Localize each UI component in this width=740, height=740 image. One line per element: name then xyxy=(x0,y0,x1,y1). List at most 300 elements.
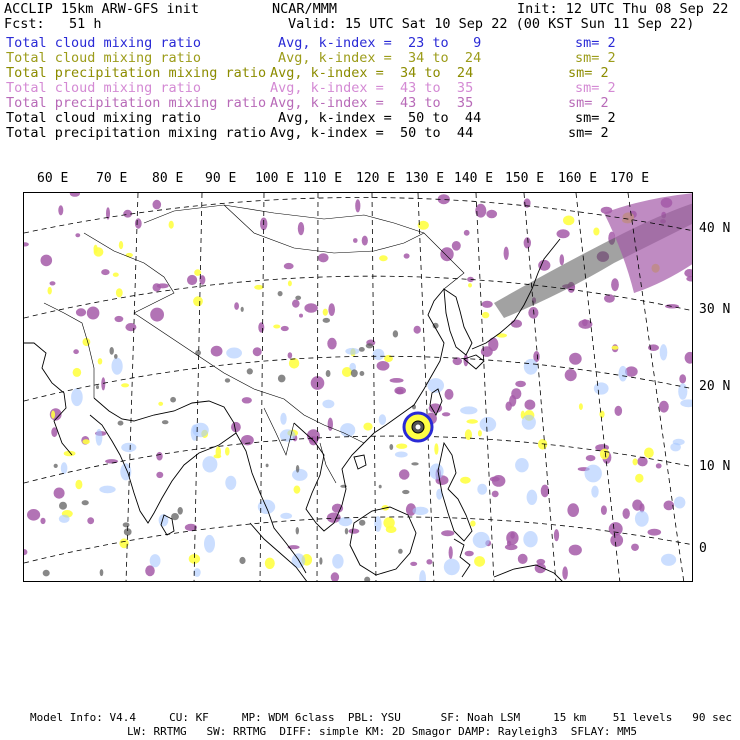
cloud-patch xyxy=(414,326,421,334)
legend-sm-1: sm= 2 xyxy=(575,35,616,51)
cloud-patch xyxy=(319,557,322,564)
cloud-patch xyxy=(296,527,299,534)
cloud-patch xyxy=(331,572,339,582)
cloud-patch xyxy=(83,338,91,346)
cloud-patch xyxy=(101,269,109,275)
cloud-patch xyxy=(362,236,368,246)
cloud-patch xyxy=(511,320,522,328)
cloud-patch xyxy=(94,245,98,254)
cloud-patch xyxy=(383,517,394,528)
cloud-patch xyxy=(482,301,493,308)
organization-label: NCAR/MMM xyxy=(272,1,338,17)
cloud-patch xyxy=(635,474,643,483)
cloud-patch xyxy=(118,421,124,426)
lat-label: 20 N xyxy=(699,379,731,394)
legend-name-5: Total precipitation mixing ratio xyxy=(6,95,267,111)
model-title: ACCLIP 15km ARW-GFS init xyxy=(4,1,200,17)
cloud-patch xyxy=(96,385,99,389)
cloud-patch xyxy=(169,221,174,229)
cloud-patch xyxy=(557,229,570,238)
legend-sm-4: sm= 2 xyxy=(575,80,616,96)
cloud-patch xyxy=(234,302,239,310)
model-info-line-2: LW: RRTMG SW: RRTMG DIFF: simple KM: 2D Smagor DAMP: Rayleigh3 SFLAY: MM5 xyxy=(127,725,637,738)
cloud-patch xyxy=(40,518,45,524)
cloud-patch xyxy=(525,400,536,410)
cloud-patch xyxy=(150,554,161,567)
cloud-patch xyxy=(665,304,679,308)
cloud-patch xyxy=(379,255,388,261)
cloud-patch xyxy=(349,529,360,534)
cloud-patch xyxy=(670,443,681,452)
cloud-patch xyxy=(445,389,454,400)
cloud-patch xyxy=(116,288,123,297)
cloud-patch xyxy=(460,477,471,484)
cloud-patch xyxy=(113,273,119,277)
cloud-patch xyxy=(101,377,105,390)
cloud-patch xyxy=(280,413,286,425)
cloud-patch xyxy=(399,469,410,479)
cloud-patch xyxy=(202,456,217,472)
cloud-patch xyxy=(661,554,676,566)
cloud-patch xyxy=(404,253,410,258)
cloud-patch xyxy=(211,346,223,357)
cloud-fields xyxy=(24,193,693,582)
cloud-patch xyxy=(59,502,67,510)
cloud-patch xyxy=(123,522,130,527)
cloud-patch xyxy=(524,359,538,375)
cloud-patch xyxy=(419,570,426,582)
valid-time: Valid: 15 UTC Sat 10 Sep 22 (00 KST Sun 11 Sep 22) xyxy=(288,16,695,32)
cloud-patch xyxy=(58,205,63,215)
lat-label: 30 N xyxy=(699,302,731,317)
cloud-patch xyxy=(241,435,254,445)
cloud-patch xyxy=(254,285,263,290)
cloud-patch xyxy=(323,309,328,316)
cloud-patch xyxy=(61,462,68,474)
cloud-patch xyxy=(59,515,70,523)
cloud-patch xyxy=(453,357,462,365)
cloud-patch xyxy=(465,551,474,557)
cloud-patch xyxy=(511,388,521,399)
legend-name-7: Total precipitation mixing ratio xyxy=(6,125,267,141)
cloud-patch xyxy=(359,520,365,526)
lat-label: 40 N xyxy=(699,221,731,236)
cloud-patch xyxy=(396,444,407,449)
cloud-patch xyxy=(289,358,299,369)
cloud-patch xyxy=(426,559,432,564)
lon-label: 120 E xyxy=(356,171,396,186)
lon-label: 110 E xyxy=(303,171,343,186)
cloud-patch xyxy=(225,476,236,490)
lat-label: 0 xyxy=(699,541,707,556)
cloud-patch xyxy=(486,210,497,219)
cloud-patch xyxy=(515,458,529,472)
cloud-patch xyxy=(51,411,55,419)
cloud-patch xyxy=(527,490,538,505)
cloud-patch xyxy=(488,338,498,352)
cloud-patch xyxy=(339,517,353,526)
cloud-patch xyxy=(470,521,475,527)
cloud-patch xyxy=(610,534,623,547)
cloud-patch xyxy=(318,253,329,262)
lon-label: 60 E xyxy=(37,171,69,186)
cloud-patch xyxy=(473,532,490,548)
forecast-hour: Fcst: 51 h xyxy=(4,16,102,32)
cloud-patch xyxy=(153,200,162,210)
cloud-patch xyxy=(569,545,582,556)
cloud-patch xyxy=(110,347,114,355)
coastlines xyxy=(24,239,564,582)
coastline-hainan xyxy=(354,455,366,469)
legend-avg-4: Avg, k-index = 43 to 35 xyxy=(270,80,474,96)
cloud-patch xyxy=(377,361,390,371)
cloud-patch xyxy=(591,486,598,498)
cloud-patch xyxy=(121,443,136,452)
cloud-patch xyxy=(76,308,86,316)
cloud-patch xyxy=(265,558,275,569)
cloud-patch xyxy=(394,387,406,395)
cloud-patch xyxy=(125,323,136,331)
cloud-patch xyxy=(43,570,50,577)
cloud-patch xyxy=(135,218,142,228)
cloud-patch xyxy=(593,228,599,236)
cloud-patch xyxy=(327,338,336,350)
lon-label: 170 E xyxy=(610,171,650,186)
cloud-patch xyxy=(112,358,123,375)
cloud-patch xyxy=(239,557,245,564)
cloud-patch xyxy=(474,556,485,567)
cloud-patch xyxy=(460,406,477,414)
cloud-patch xyxy=(563,216,574,226)
cloud-patch xyxy=(524,237,531,248)
map-canvas xyxy=(24,193,693,582)
cloud-patch xyxy=(601,505,607,515)
cloud-patch xyxy=(684,269,693,277)
cloud-patch xyxy=(466,419,478,423)
cloud-patch xyxy=(345,348,359,355)
cloud-patch xyxy=(632,500,642,511)
cloud-patch xyxy=(656,463,662,468)
cloud-patch xyxy=(82,439,89,444)
cloud-patch xyxy=(659,401,669,413)
cloud-patch xyxy=(366,343,374,348)
lon-label: 160 E xyxy=(558,171,598,186)
cloud-patch xyxy=(390,378,404,383)
coastline-new-guinea xyxy=(494,565,564,582)
cloud-patch xyxy=(528,307,538,319)
cloud-patch xyxy=(115,316,124,322)
cloud-patch xyxy=(360,371,365,376)
cloud-patch xyxy=(162,420,169,424)
cloud-patch xyxy=(41,255,53,267)
cloud-patch xyxy=(619,366,628,382)
cloud-patch xyxy=(615,406,623,416)
lon-line xyxy=(476,193,494,582)
cloud-patch xyxy=(82,500,89,505)
legend-avg-6: Avg, k-index = 50 to 44 xyxy=(278,110,482,126)
cloud-patch xyxy=(193,296,203,306)
legend-avg-1: Avg, k-index = 23 to 9 xyxy=(278,35,482,51)
cloud-patch xyxy=(648,529,662,536)
cloud-patch xyxy=(611,278,619,291)
cloud-patch xyxy=(87,307,100,320)
cloud-patch xyxy=(328,418,333,431)
cloud-patch xyxy=(413,507,429,515)
cloud-patch xyxy=(266,464,269,468)
lon-label: 100 E xyxy=(255,171,295,186)
cloud-patch xyxy=(75,480,82,490)
cloud-patch xyxy=(105,459,118,463)
cloud-patch xyxy=(644,448,654,459)
cloud-patch xyxy=(71,388,83,406)
cloud-patch xyxy=(195,350,201,356)
cloud-patch xyxy=(623,508,630,519)
cloud-patch xyxy=(560,254,565,265)
cloud-patch xyxy=(449,546,453,559)
cloud-patch xyxy=(585,465,602,483)
cloud-patch xyxy=(292,469,308,481)
cloud-patch xyxy=(156,472,163,478)
lon-line xyxy=(524,193,556,582)
cloud-patch xyxy=(402,490,409,494)
cloud-patch xyxy=(464,230,470,236)
cloud-patch xyxy=(554,529,559,541)
cloud-patch xyxy=(296,465,299,473)
cloud-patch xyxy=(295,296,301,300)
cloud-patch xyxy=(609,522,623,536)
cloud-patch xyxy=(586,455,596,461)
cloud-patch xyxy=(332,504,343,513)
cloud-patch xyxy=(562,566,568,579)
cloud-patch xyxy=(685,352,693,364)
cloud-patch xyxy=(441,530,454,536)
cloud-patch xyxy=(242,397,252,403)
cloud-patch xyxy=(284,263,294,269)
cloud-patch xyxy=(288,352,293,358)
map-panel xyxy=(23,192,693,582)
cloud-patch xyxy=(332,554,343,569)
cloud-patch xyxy=(323,318,330,323)
cloud-patch xyxy=(73,349,79,354)
legend-name-2: Total cloud mixing ratio xyxy=(6,50,202,66)
cloud-patch xyxy=(492,491,499,498)
cloud-patch xyxy=(241,307,244,312)
legend-name-3: Total precipitation mixing ratio xyxy=(6,65,267,81)
cloud-patch xyxy=(579,403,583,410)
cloud-patch xyxy=(477,484,487,495)
legend-sm-5: sm= 2 xyxy=(568,95,609,111)
cloud-patch xyxy=(569,353,582,365)
cloud-patch xyxy=(298,222,304,235)
legend-avg-5: Avg, k-index = 43 to 35 xyxy=(270,95,474,111)
cloud-patch xyxy=(518,554,528,564)
cloud-patch xyxy=(442,412,450,416)
cloud-patch xyxy=(288,281,292,287)
legend-name-4: Total cloud mixing ratio xyxy=(6,80,202,96)
cloud-patch xyxy=(273,325,280,329)
cloud-patch xyxy=(515,381,526,387)
cloud-patch xyxy=(567,503,579,517)
legend-sm-3: sm= 2 xyxy=(568,65,609,81)
cloud-patch xyxy=(680,399,693,407)
cloud-patch xyxy=(600,449,609,460)
cloud-patch xyxy=(99,486,115,494)
cloud-patch xyxy=(635,511,649,527)
cloud-patch xyxy=(480,417,497,432)
cloud-patch xyxy=(225,378,230,382)
cloud-patch xyxy=(145,565,155,576)
cloud-patch xyxy=(351,369,358,377)
cloud-patch xyxy=(633,458,638,465)
cloud-patch xyxy=(114,354,118,359)
cloud-patch xyxy=(395,452,408,458)
cloud-patch xyxy=(523,531,537,547)
cloud-patch xyxy=(506,402,512,411)
cloud-patch xyxy=(156,452,162,461)
cloud-patch xyxy=(353,238,358,243)
cloud-patch xyxy=(119,241,123,249)
cloud-patch xyxy=(150,308,164,322)
cloud-patch xyxy=(660,344,668,360)
legend-sm-6: sm= 2 xyxy=(575,110,616,126)
cloud-patch xyxy=(379,485,382,489)
cloud-patch xyxy=(204,535,215,553)
coastline-sumatra xyxy=(250,523,308,582)
cloud-patch xyxy=(225,447,230,456)
legend-sm-7: sm= 2 xyxy=(568,125,609,141)
cloud-patch xyxy=(631,544,639,551)
cloud-patch xyxy=(434,443,438,455)
legend-avg-7: Avg, k-index = 50 to 44 xyxy=(270,125,474,141)
cloud-patch xyxy=(504,247,509,260)
init-time: Init: 12 UTC Thu 08 Sep 22 xyxy=(517,1,729,17)
coastline-arabia xyxy=(24,343,72,455)
cloud-patch xyxy=(452,241,461,251)
cloud-patch xyxy=(121,383,129,387)
cloud-patch xyxy=(253,347,262,356)
cloud-patch xyxy=(506,531,518,545)
cloud-patch xyxy=(328,303,335,316)
legend-sm-2: sm= 2 xyxy=(575,50,616,66)
cloud-patch xyxy=(258,322,264,332)
cloud-patch xyxy=(359,347,365,352)
lon-line xyxy=(194,193,202,582)
cloud-patch xyxy=(73,368,82,377)
cloud-patch xyxy=(355,199,360,212)
cloud-patch xyxy=(216,446,221,458)
cloud-patch xyxy=(345,528,348,534)
cloud-patch xyxy=(565,369,577,381)
cloud-patch xyxy=(393,330,398,337)
cloud-patch xyxy=(187,275,197,285)
cloud-patch xyxy=(27,509,40,521)
cloud-patch xyxy=(50,281,56,285)
cloud-patch xyxy=(429,464,443,480)
cloud-patch xyxy=(398,549,403,554)
cloud-patch xyxy=(541,485,549,498)
coastline-korea xyxy=(444,289,472,355)
cloud-patch xyxy=(281,326,289,331)
cloud-patch xyxy=(612,346,619,350)
lat-line-30 xyxy=(24,276,693,318)
lon-label: 90 E xyxy=(205,171,237,186)
legend-avg-3: Avg, k-index = 34 to 24 xyxy=(270,65,474,81)
cloud-patch xyxy=(126,253,133,257)
border-kazakh xyxy=(84,233,174,313)
lat-line-20 xyxy=(24,356,693,401)
cloud-patch xyxy=(280,513,292,519)
cloud-patch xyxy=(373,349,385,360)
cloud-patch xyxy=(679,374,686,383)
cloud-patch xyxy=(24,242,29,246)
cloud-patch xyxy=(192,423,208,437)
cloud-patch xyxy=(96,429,103,446)
cloud-patch xyxy=(170,397,176,403)
cloud-patch xyxy=(440,247,453,261)
cloud-patch xyxy=(292,300,300,308)
cloud-patch xyxy=(326,370,331,377)
cloud-patch xyxy=(98,358,103,364)
cloud-patch xyxy=(299,314,303,318)
cloud-patch xyxy=(468,283,472,287)
cloud-patch xyxy=(294,486,301,494)
cloud-patch xyxy=(75,233,80,237)
cloud-patch xyxy=(594,382,609,394)
cloud-patch xyxy=(278,291,283,296)
cloud-patch xyxy=(247,368,253,374)
cloud-patch xyxy=(100,569,104,576)
border-mongolia xyxy=(224,205,424,253)
cloud-patch xyxy=(389,444,393,450)
legend-name-1: Total cloud mixing ratio xyxy=(6,35,202,51)
cloud-patch xyxy=(48,287,52,295)
cloud-patch xyxy=(444,559,460,576)
lon-label: 80 E xyxy=(152,171,184,186)
cloud-patch xyxy=(522,415,536,430)
cloud-patch xyxy=(364,577,370,582)
cloud-patch xyxy=(363,423,372,431)
cloud-patch xyxy=(304,303,317,313)
lon-label: 150 E xyxy=(505,171,545,186)
legend-name-6: Total cloud mixing ratio xyxy=(6,110,202,126)
cloud-patch xyxy=(24,549,27,555)
cloud-patch xyxy=(599,411,604,418)
cloud-patch xyxy=(158,402,163,406)
cloud-patch xyxy=(178,507,183,515)
cloud-patch xyxy=(411,462,418,465)
cloud-patch xyxy=(478,430,482,436)
lat-label: 10 N xyxy=(699,459,731,474)
model-info-line-1: Model Info: V4.4 CU: KF MP: WDM 6class PBL: YSU SF: Noah LSM 15 km 51 levels 90 sec xyxy=(30,711,732,724)
typhoon xyxy=(404,413,432,441)
cloud-patch xyxy=(54,488,65,499)
lon-label: 70 E xyxy=(96,171,128,186)
cloud-patch xyxy=(637,457,647,467)
border-iran xyxy=(44,303,94,398)
cloud-patch xyxy=(490,477,500,482)
lon-label: 140 E xyxy=(454,171,494,186)
cloud-patch xyxy=(379,414,386,425)
cloud-patch xyxy=(674,497,685,509)
cloud-patch xyxy=(226,348,242,359)
cloud-patch xyxy=(292,553,306,568)
lon-label: 130 E xyxy=(405,171,445,186)
cloud-patch xyxy=(70,193,80,197)
cloud-patch xyxy=(278,375,286,383)
cloud-patch xyxy=(87,517,94,524)
legend-avg-2: Avg, k-index = 34 to 24 xyxy=(278,50,482,66)
cloud-patch xyxy=(322,400,334,409)
